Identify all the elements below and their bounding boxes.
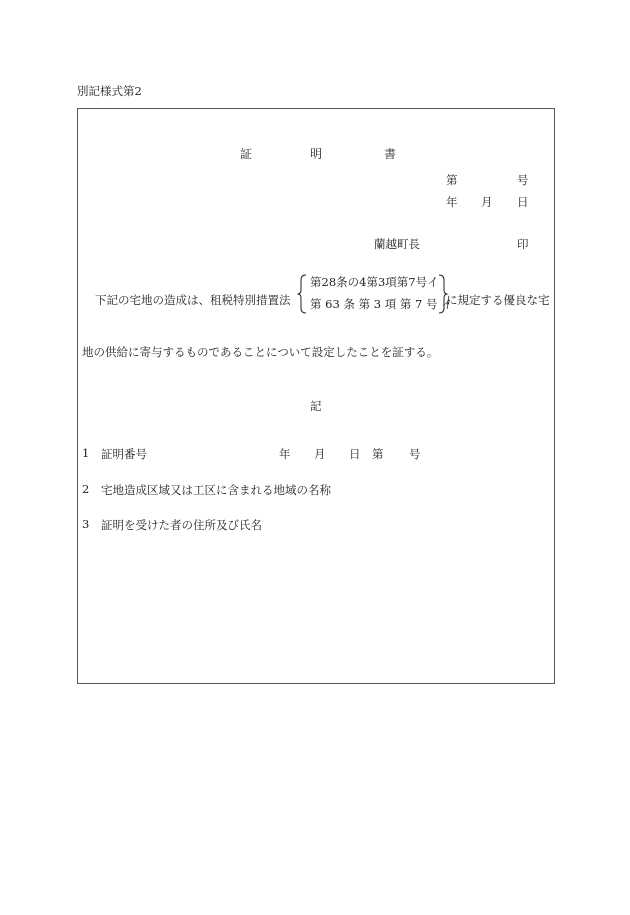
certificate-number-go: 号 <box>517 173 529 187</box>
title-char-2: 明 <box>310 147 323 161</box>
ki-heading: 記 <box>310 399 322 413</box>
item-1-number: 1 <box>82 446 90 460</box>
item-1-day-label: 日 <box>349 447 361 461</box>
item-1-label: 証明番号 <box>101 447 147 461</box>
item-3-number: 3 <box>82 517 90 531</box>
article-reference-line-2: 第 63 条 第 3 項 第 7 号 イ <box>310 297 453 311</box>
body-text-part2: に規定する優良な宅 <box>446 293 550 307</box>
item-1-year-label: 年 <box>279 447 291 461</box>
left-curly-brace <box>297 274 307 314</box>
certificate-number-dai: 第 <box>446 173 458 187</box>
title-char-1: 証 <box>240 147 253 161</box>
item-2-label: 宅地造成区域又は工区に含まれる地域の名称 <box>101 483 331 497</box>
item-1-number-dai: 第 <box>372 447 384 461</box>
form-number-label: 別記様式第2 <box>77 84 142 98</box>
body-text-part1: 下記の宅地の造成は、租税特別措置法 <box>95 293 291 307</box>
item-2-number: 2 <box>82 482 90 496</box>
date-day-label: 日 <box>517 195 529 209</box>
date-month-label: 月 <box>481 195 493 209</box>
item-1-month-label: 月 <box>314 447 326 461</box>
body-text-part3: 地の供給に寄与するものであることについて設定したことを証する。 <box>82 345 439 359</box>
article-reference-line-1: 第28条の4第3項第7号イ <box>310 275 439 289</box>
issuer-name: 蘭越町長 <box>374 237 420 251</box>
date-year-label: 年 <box>446 195 458 209</box>
item-1-number-go: 号 <box>409 447 421 461</box>
seal-mark: 印 <box>517 237 529 251</box>
item-3-label: 証明を受けた者の住所及び氏名 <box>101 518 262 532</box>
certificate-frame <box>77 108 555 684</box>
title-char-3: 書 <box>384 147 397 161</box>
